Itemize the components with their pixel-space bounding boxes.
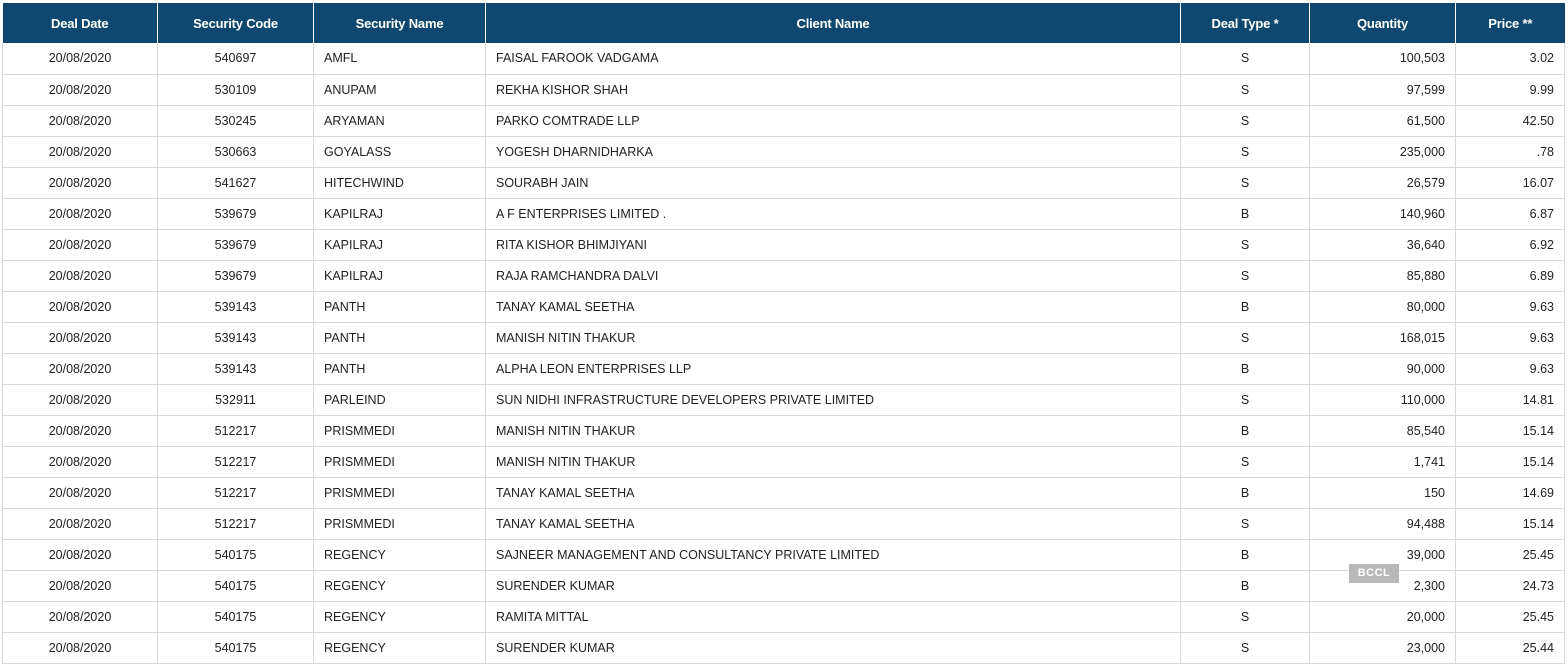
deal-type-cell: S [1181,260,1310,291]
client-name-cell: SOURABH JAIN [486,167,1181,198]
client-name-cell: SUN NIDHI INFRASTRUCTURE DEVELOPERS PRIVATE LIMITED [486,384,1181,415]
deal-type-cell: S [1181,136,1310,167]
security-name-cell: REGENCY [314,632,486,663]
deal-date-cell: 20/08/2020 [3,384,158,415]
table-body [3,43,1565,663]
security-code-cell: 540175 [158,632,314,663]
deal-date-cell: 20/08/2020 [3,74,158,105]
quantity-cell: 1,741 [1310,446,1456,477]
security-name-cell: PRISMMEDI [314,415,486,446]
quantity-cell: 100,503 [1310,43,1456,74]
deal-date-cell: 20/08/2020 [3,446,158,477]
deal-date-cell: 20/08/2020 [3,167,158,198]
security-code-cell: 539143 [158,322,314,353]
quantity-cell: 39,000 [1310,539,1456,570]
client-name-cell: TANAY KAMAL SEETHA [486,291,1181,322]
security-code-cell: 541627 [158,167,314,198]
quantity-cell: 20,000 [1310,601,1456,632]
table-row [3,632,1565,663]
deal-type-cell: S [1181,74,1310,105]
price-cell: 9.63 [1456,353,1565,384]
security-code-cell: 539679 [158,260,314,291]
price-cell: 9.63 [1456,322,1565,353]
security-name-cell: HITECHWIND [314,167,486,198]
quantity-cell: 80,000 [1310,291,1456,322]
deal-date-cell: 20/08/2020 [3,539,158,570]
price-cell: 9.99 [1456,74,1565,105]
client-name-cell: FAISAL FAROOK VADGAMA [486,43,1181,74]
table-row [3,601,1565,632]
security-name-cell: KAPILRAJ [314,229,486,260]
deal-type-cell: S [1181,508,1310,539]
quantity-cell: 36,640 [1310,229,1456,260]
table-row [3,74,1565,105]
price-cell: 42.50 [1456,105,1565,136]
quantity-cell: 97,599 [1310,74,1456,105]
table-header [3,3,1565,43]
client-name-cell: ALPHA LEON ENTERPRISES LLP [486,353,1181,384]
deal-date-cell: 20/08/2020 [3,601,158,632]
price-cell: 3.02 [1456,43,1565,74]
security-code-cell: 540175 [158,570,314,601]
price-cell: 6.89 [1456,260,1565,291]
price-cell: 15.14 [1456,415,1565,446]
deal-type-cell: S [1181,446,1310,477]
table-row [3,43,1565,74]
deal-date-cell: 20/08/2020 [3,198,158,229]
quantity-cell: 2,300 [1310,570,1456,601]
price-cell: 14.69 [1456,477,1565,508]
security-name-cell: PRISMMEDI [314,477,486,508]
security-name-cell: REGENCY [314,570,486,601]
table-row [3,570,1565,601]
security-name-cell: AMFL [314,43,486,74]
security-name-cell: ARYAMAN [314,105,486,136]
table-row [3,477,1565,508]
bulk-deals-table [2,3,1565,664]
quantity-cell: 85,880 [1310,260,1456,291]
column-header-price[interactable]: Price ** [1456,3,1565,43]
quantity-cell: 61,500 [1310,105,1456,136]
deal-date-cell: 20/08/2020 [3,477,158,508]
security-code-cell: 530109 [158,74,314,105]
price-cell: 16.07 [1456,167,1565,198]
column-header-security-name[interactable]: Security Name [314,3,486,43]
deal-date-cell: 20/08/2020 [3,43,158,74]
security-code-cell: 539143 [158,353,314,384]
price-cell: .78 [1456,136,1565,167]
client-name-cell: SAJNEER MANAGEMENT AND CONSULTANCY PRIVATE LIMITED [486,539,1181,570]
security-code-cell: 512217 [158,508,314,539]
deal-type-cell: S [1181,601,1310,632]
quantity-cell: 90,000 [1310,353,1456,384]
deal-type-cell: S [1181,105,1310,136]
price-cell: 15.14 [1456,508,1565,539]
deal-type-cell: S [1181,632,1310,663]
client-name-cell: RAMITA MITTAL [486,601,1181,632]
header-row [3,3,1565,43]
deal-date-cell: 20/08/2020 [3,136,158,167]
deal-date-cell: 20/08/2020 [3,229,158,260]
deal-date-cell: 20/08/2020 [3,632,158,663]
price-cell: 24.73 [1456,570,1565,601]
deal-type-cell: B [1181,198,1310,229]
deal-type-cell: S [1181,384,1310,415]
security-name-cell: GOYALASS [314,136,486,167]
deal-type-cell: S [1181,229,1310,260]
quantity-cell: 140,960 [1310,198,1456,229]
security-code-cell: 539679 [158,198,314,229]
deal-date-cell: 20/08/2020 [3,291,158,322]
security-name-cell: PANTH [314,322,486,353]
security-name-cell: PANTH [314,353,486,384]
deal-type-cell: B [1181,291,1310,322]
column-header-deal-type[interactable]: Deal Type * [1181,3,1310,43]
security-code-cell: 512217 [158,477,314,508]
price-cell: 6.87 [1456,198,1565,229]
deal-type-cell: S [1181,322,1310,353]
price-cell: 25.45 [1456,601,1565,632]
price-cell: 15.14 [1456,446,1565,477]
price-cell: 25.44 [1456,632,1565,663]
table-row [3,384,1565,415]
deal-type-cell: B [1181,353,1310,384]
deal-date-cell: 20/08/2020 [3,508,158,539]
price-cell: 14.81 [1456,384,1565,415]
price-cell: 9.63 [1456,291,1565,322]
client-name-cell: RITA KISHOR BHIMJIYANI [486,229,1181,260]
quantity-cell: 150 [1310,477,1456,508]
security-code-cell: 532911 [158,384,314,415]
security-name-cell: PRISMMEDI [314,446,486,477]
security-name-cell: PARLEIND [314,384,486,415]
security-name-cell: KAPILRAJ [314,260,486,291]
security-name-cell: REGENCY [314,539,486,570]
deal-date-cell: 20/08/2020 [3,353,158,384]
client-name-cell: MANISH NITIN THAKUR [486,446,1181,477]
column-header-deal-date[interactable]: Deal Date [3,3,158,43]
client-name-cell: REKHA KISHOR SHAH [486,74,1181,105]
deal-date-cell: 20/08/2020 [3,322,158,353]
quantity-cell: 110,000 [1310,384,1456,415]
table-row [3,415,1565,446]
deal-type-cell: S [1181,167,1310,198]
client-name-cell: MANISH NITIN THAKUR [486,322,1181,353]
deal-type-cell: B [1181,415,1310,446]
security-code-cell: 512217 [158,415,314,446]
security-name-cell: PANTH [314,291,486,322]
table-row [3,539,1565,570]
security-code-cell: 539679 [158,229,314,260]
deal-date-cell: 20/08/2020 [3,415,158,446]
security-code-cell: 530663 [158,136,314,167]
client-name-cell: TANAY KAMAL SEETHA [486,508,1181,539]
client-name-cell: A F ENTERPRISES LIMITED . [486,198,1181,229]
table-row [3,136,1565,167]
quantity-cell: 26,579 [1310,167,1456,198]
table-row [3,446,1565,477]
quantity-cell: 23,000 [1310,632,1456,663]
deal-type-cell: B [1181,570,1310,601]
security-name-cell: REGENCY [314,601,486,632]
price-cell: 6.92 [1456,229,1565,260]
security-code-cell: 530245 [158,105,314,136]
deal-type-cell: S [1181,43,1310,74]
quantity-cell: 94,488 [1310,508,1456,539]
column-header-security-code[interactable]: Security Code [158,3,314,43]
table-row [3,322,1565,353]
client-name-cell: TANAY KAMAL SEETHA [486,477,1181,508]
client-name-cell: SURENDER KUMAR [486,570,1181,601]
client-name-cell: PARKO COMTRADE LLP [486,105,1181,136]
quantity-cell: 85,540 [1310,415,1456,446]
table-row [3,167,1565,198]
security-name-cell: PRISMMEDI [314,508,486,539]
table-row [3,508,1565,539]
deal-date-cell: 20/08/2020 [3,260,158,291]
client-name-cell: RAJA RAMCHANDRA DALVI [486,260,1181,291]
column-header-quantity[interactable]: Quantity [1310,3,1456,43]
security-name-cell: ANUPAM [314,74,486,105]
deal-type-cell: B [1181,477,1310,508]
security-name-cell: KAPILRAJ [314,198,486,229]
table-row [3,105,1565,136]
table-row [3,353,1565,384]
deal-date-cell: 20/08/2020 [3,105,158,136]
deal-type-cell: B [1181,539,1310,570]
client-name-cell: YOGESH DHARNIDHARKA [486,136,1181,167]
column-header-client-name[interactable]: Client Name [486,3,1181,43]
security-code-cell: 512217 [158,446,314,477]
security-code-cell: 540697 [158,43,314,74]
security-code-cell: 540175 [158,601,314,632]
bccl-watermark: BCCL [1349,564,1399,583]
client-name-cell: MANISH NITIN THAKUR [486,415,1181,446]
table-row [3,260,1565,291]
security-code-cell: 539143 [158,291,314,322]
table-row [3,291,1565,322]
security-code-cell: 540175 [158,539,314,570]
price-cell: 25.45 [1456,539,1565,570]
table-row [3,229,1565,260]
client-name-cell: SURENDER KUMAR [486,632,1181,663]
quantity-cell: 168,015 [1310,322,1456,353]
deal-date-cell: 20/08/2020 [3,570,158,601]
table-row [3,198,1565,229]
quantity-cell: 235,000 [1310,136,1456,167]
